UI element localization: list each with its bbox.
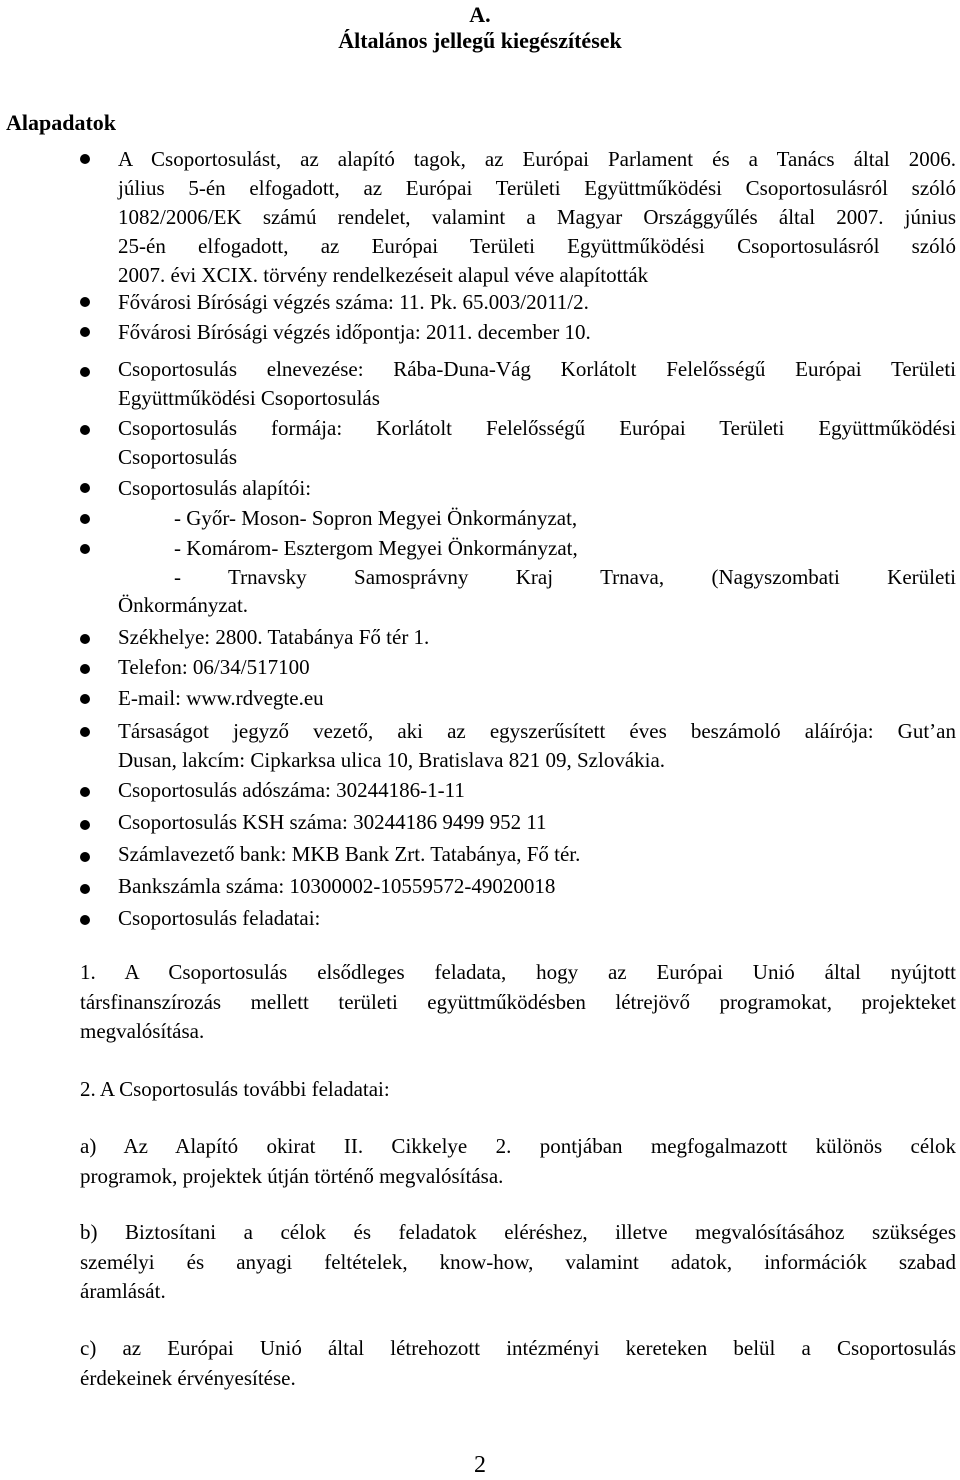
bullet-item-bank-account: Bankszámla száma: 10300002-10559572-49020018	[118, 874, 556, 898]
bullet-dot	[80, 727, 90, 737]
bullet-item-phone: Telefon: 06/34/517100	[118, 655, 310, 679]
text-line: 1082/2006/EK számú rendelet, valamint a Magyar Országgyűlés által 2007. június	[118, 205, 956, 229]
text-line: Csoportosulás formája: Korlátolt Felelősségű Európai Területi Együttműködési	[118, 416, 956, 440]
bullet-dot	[80, 154, 90, 164]
paragraph-task-a	[80, 1132, 956, 1191]
bullet-dot	[80, 483, 90, 493]
founder-item: - Győr- Moson- Sopron Megyei Önkormányzat,	[174, 506, 578, 530]
bullet-item-court-ruling-date: Fővárosi Bírósági végzés időpontja: 2011. december 10.	[118, 320, 591, 344]
text-line: érdekeinek érvényesítése.	[80, 1365, 296, 1390]
bullet-dot	[80, 425, 90, 435]
bullet-item-tax-number: Csoportosulás adószáma: 30244186-1-11	[118, 778, 465, 802]
text-line: a) Az Alapító okirat II. Cikkelye 2. pontjában megfogalmazott különös célok	[80, 1134, 956, 1158]
founder-item: - Trnavsky Samosprávny Kraj Trnava, (Nagyszombati Kerületi	[174, 565, 956, 589]
text-line: Társaságot jegyző vezető, aki az egyszerűsített éves beszámoló aláírója: Gut’an	[118, 719, 956, 743]
paragraph-primary-task	[80, 958, 956, 1047]
page-number: 2	[474, 1452, 486, 1478]
bullet-dot	[80, 915, 90, 925]
founder-item-continued: Önkormányzat.	[118, 593, 249, 617]
paragraph-task-b	[80, 1218, 956, 1307]
text-line: Csoportosulás	[118, 445, 238, 469]
text-line: Csoportosulás elnevezése: Rába-Duna-Vág Korlátolt Felelősségű Európai Területi	[118, 357, 956, 381]
text-line: 25-én elfogadott, az Európai Területi Együttműködési Csoportosulásról szóló	[118, 234, 956, 258]
bullet-dot	[80, 787, 90, 797]
page-title: Általános jellegű kiegészítések	[338, 28, 622, 53]
bullet-item-representative	[118, 717, 956, 775]
bullet-dot	[80, 514, 90, 524]
bullet-dot	[80, 694, 90, 704]
text-line: személyi és anyagi feltételek, know-how, valamint adatok, információk szabad	[80, 1249, 956, 1274]
bullet-dot	[80, 367, 90, 377]
text-line: programok, projektek útján történő megvalósítása.	[80, 1163, 504, 1188]
bullet-dot	[80, 852, 90, 862]
bullet-dot	[80, 544, 90, 554]
text-line: b) Biztosítani a célok és feladatok eléréshez, illetve megvalósításához szükséges	[80, 1220, 956, 1244]
text-line: 1. A Csoportosulás elsődleges feladata, hogy az Európai Unió által nyújtott	[80, 960, 956, 984]
text-line: július 5-én elfogadott, az Európai Területi Együttműködési Csoportosulásról szóló	[118, 176, 956, 200]
section-title: Alapadatok	[6, 110, 117, 135]
paragraph-further-tasks: 2. A Csoportosulás további feladatai:	[80, 1077, 390, 1101]
bullet-dot	[80, 327, 90, 337]
bullet-item-seat: Székhelye: 2800. Tatabánya Fő tér 1.	[118, 625, 430, 649]
text-line: 2007. évi XCIX. törvény rendelkezéseit alapul véve alapították	[118, 263, 649, 287]
bullet-dot	[80, 884, 90, 894]
text-line: áramlását.	[80, 1279, 166, 1303]
bullet-item-ksh-number: Csoportosulás KSH száma: 30244186 9499 952 11	[118, 810, 547, 834]
bullet-item-form	[118, 414, 956, 472]
text-line: A Csoportosulást, az alapító tagok, az Európai Parlament és a Tanács által 2006.	[118, 147, 956, 171]
paragraph-task-c	[80, 1334, 956, 1393]
bullet-dot	[80, 297, 90, 307]
bullet-item-tasks: Csoportosulás feladatai:	[118, 906, 321, 930]
bullet-item-name	[118, 355, 956, 413]
text-line: c) az Európai Unió által létrehozott intézményi kereteken belül a Csoportosulás	[80, 1336, 956, 1360]
text-line: megvalósítása.	[80, 1019, 205, 1043]
text-line: társfinanszírozás mellett területi együttműködésben létrejövő programokat, projekteket	[80, 989, 956, 1014]
bullet-item-email: E-mail: www.rdvegte.eu	[118, 686, 324, 710]
bullet-item-founders: Csoportosulás alapítói:	[118, 476, 312, 500]
section-letter: A.	[469, 2, 491, 27]
bullet-dot	[80, 664, 90, 674]
text-line: Együttműködési Csoportosulás	[118, 386, 380, 410]
founder-item: - Komárom- Esztergom Megyei Önkormányzat,	[174, 536, 578, 560]
bullet-item-bank: Számlavezető bank: MKB Bank Zrt. Tatabánya, Fő tér.	[118, 842, 581, 866]
text-line: Dusan, lakcím: Cipkarksa ulica 10, Bratislava 821 09, Szlovákia.	[118, 748, 666, 772]
bullet-item-court-ruling-number: Fővárosi Bírósági végzés száma: 11. Pk. 65.003/2011/2.	[118, 290, 589, 314]
bullet-dot	[80, 820, 90, 830]
bullet-dot	[80, 634, 90, 644]
bullet-item-legal-basis	[118, 145, 956, 290]
